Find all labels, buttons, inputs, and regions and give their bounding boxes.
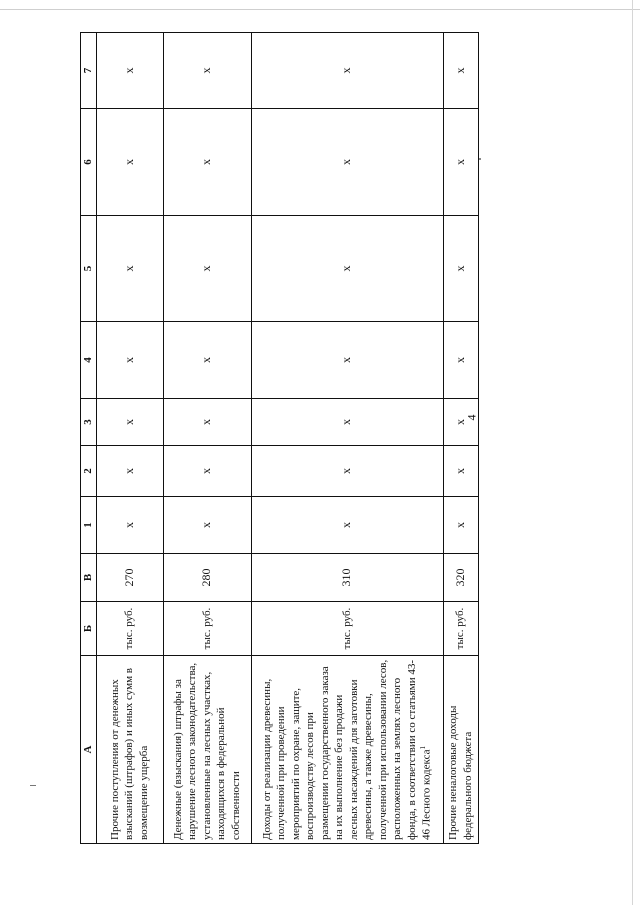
col-header-b: Б: [81, 602, 97, 656]
cell-value: x: [163, 216, 251, 322]
row-unit: тыс. руб.: [96, 602, 163, 656]
cell-value: x: [251, 33, 443, 109]
col-header-7: 7: [81, 33, 97, 109]
cell-value: x: [251, 322, 443, 399]
table-row: [443, 33, 478, 844]
col-header-6: 6: [81, 109, 97, 216]
scan-speck: [479, 158, 481, 160]
revenue-table: [80, 32, 479, 844]
cell-value: x: [251, 399, 443, 446]
cell-value: x: [96, 322, 163, 399]
row-code: 280: [163, 554, 251, 602]
row-unit: тыс. руб.: [163, 602, 251, 656]
cell-value: x: [443, 399, 478, 446]
cell-value: x: [443, 109, 478, 216]
row-unit: тыс. руб.: [443, 602, 478, 656]
row-name: Прочие неналоговые доходы федерального бюджета: [443, 656, 478, 844]
cell-value: x: [443, 216, 478, 322]
table-row: [96, 33, 163, 844]
row-unit: тыс. руб.: [251, 602, 443, 656]
cell-value: x: [96, 109, 163, 216]
col-header-1: 1: [81, 497, 97, 554]
row-name: [251, 656, 443, 844]
cell-value: x: [443, 33, 478, 109]
cell-value: x: [163, 497, 251, 554]
table-row: [163, 33, 251, 844]
cell-value: x: [251, 497, 443, 554]
cell-value: x: [163, 33, 251, 109]
cell-value: x: [251, 446, 443, 497]
col-header-5: 5: [81, 216, 97, 322]
cell-value: x: [163, 109, 251, 216]
margin-mark: [30, 785, 36, 786]
cell-value: x: [443, 497, 478, 554]
cell-value: x: [443, 446, 478, 497]
cell-value: x: [96, 399, 163, 446]
cell-value: x: [96, 497, 163, 554]
page-number: 4: [464, 414, 479, 421]
row-code: 320: [443, 554, 478, 602]
top-border-line: [0, 9, 640, 10]
row-code: 310: [251, 554, 443, 602]
col-header-v: В: [81, 554, 97, 602]
row-name: Прочие поступления от денежных взысканий (штрафов) и иных сумм в возмещение ущерба: [96, 656, 163, 844]
table-row: [251, 33, 443, 844]
col-header-4: 4: [81, 322, 97, 399]
cell-value: x: [96, 446, 163, 497]
table-container: [80, 33, 474, 844]
header-row: [81, 33, 97, 844]
cell-value: x: [251, 216, 443, 322]
row-code: 270: [96, 554, 163, 602]
cell-value: x: [163, 322, 251, 399]
cell-value: x: [251, 109, 443, 216]
cell-value: x: [443, 322, 478, 399]
cell-value: x: [163, 446, 251, 497]
cell-value: x: [96, 33, 163, 109]
footnote-mark: 1: [419, 746, 428, 750]
row-name-text: Доходы от реализации древесины, полученной при проведении мероприятий по охране, защите, воспроизводству лесов при размещении государственного заказа на их выполнение без продажи лесных насаждений для заготовки древесины, а также древесины, полученной при использовании лесов, расположенных на землях лесного фонда, в соответствии со статьями 43-46 Лесного кодекса: [260, 659, 433, 840]
col-header-2: 2: [81, 446, 97, 497]
cell-value: x: [96, 216, 163, 322]
right-border-line: [632, 0, 633, 905]
col-header-3: 3: [81, 399, 97, 446]
cell-value: x: [163, 399, 251, 446]
row-name: Денежные (взыскания) штрафы за нарушение лесного законодательства, установленные на лесных участках, находящихся в федеральной собственности: [163, 656, 251, 844]
col-header-a: А: [81, 656, 97, 844]
